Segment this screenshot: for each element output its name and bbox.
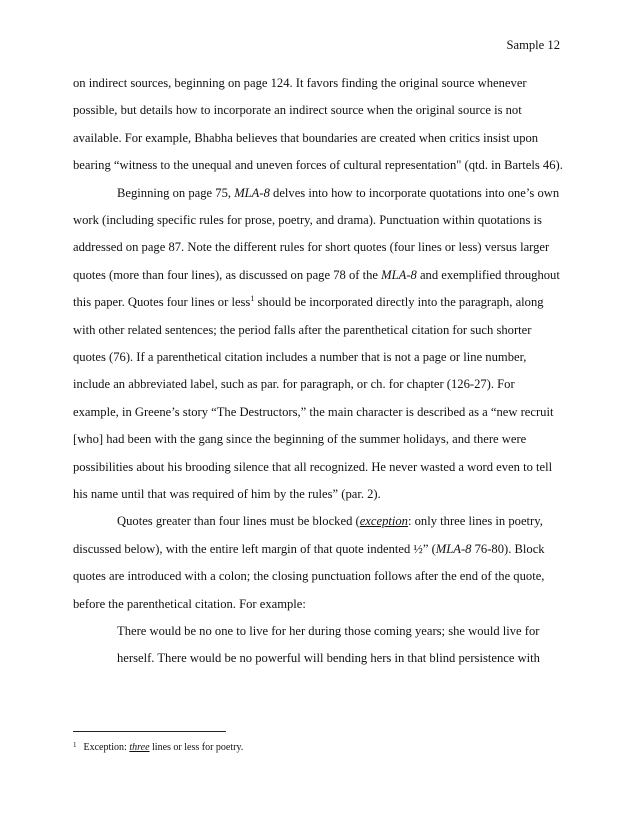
text-line xyxy=(117,650,540,666)
footnote-text xyxy=(84,742,244,753)
text-segment: quotes are introduced with a colon; the closing punctuation follows after the end of the quote, xyxy=(73,569,545,584)
text-line xyxy=(73,239,549,255)
text-segment: available. For example, Bhabha believes that boundaries are created when critics insist upon xyxy=(73,130,539,145)
footnote-reference: 1 xyxy=(250,294,255,304)
text-line xyxy=(73,376,515,392)
text-segment: possibilities about his brooding silence that all recognized. He never wasted a word even to tell xyxy=(73,459,553,474)
text-line xyxy=(73,130,538,146)
text-line xyxy=(73,404,553,420)
text-segment: and exemplified throughout xyxy=(416,267,560,282)
text-segment: Beginning on page 75, xyxy=(117,185,235,200)
text-line xyxy=(73,431,526,447)
text-line xyxy=(117,185,559,201)
footnote-separator xyxy=(73,731,226,732)
text-segment: herself. There would be no powerful will bending hers in that blind persistence with xyxy=(117,651,540,666)
text-segment: [who] had been with the gang since the beginning of the summer holidays, and there were xyxy=(73,432,527,447)
text-segment: with other related sentences; the period falls after the parenthetical citation for such shorter xyxy=(73,322,532,337)
text-segment: discussed below), with the entire left margin of that quote indented ½” ( xyxy=(73,541,436,556)
italic-text: MLA-8 xyxy=(435,541,472,556)
text-line xyxy=(117,623,539,639)
text-line xyxy=(73,212,542,228)
footnote-number: 1 xyxy=(73,741,77,749)
text-line xyxy=(73,541,545,557)
text-line xyxy=(73,568,544,584)
text-line xyxy=(73,267,560,283)
text-segment: Exception: xyxy=(83,742,130,753)
text-segment: addressed on page 87. Note the different rules for short quotes (four lines or less) versus larger xyxy=(73,240,550,255)
text-line xyxy=(73,102,522,118)
text-line xyxy=(73,459,552,475)
text-segment: delves into how to incorporate quotations into one’s own xyxy=(269,185,560,200)
text-segment: possible, but details how to incorporate an indirect source when the original source is not xyxy=(73,103,522,118)
text-segment: before the parenthetical citation. For example: xyxy=(73,596,306,611)
text-segment: work (including specific rules for prose, poetry, and drama). Punctuation within quotations is xyxy=(73,213,542,227)
text-line xyxy=(73,349,526,365)
text-segment: quotes (more than four lines), as discussed on page 78 of the xyxy=(73,267,382,282)
text-line xyxy=(73,294,544,310)
footnote xyxy=(73,739,243,754)
text-segment: : only three lines in poetry, xyxy=(407,514,543,529)
text-segment: his name until that was required of him by the rules” (par. 2). xyxy=(73,487,381,501)
text-line xyxy=(73,596,306,612)
italic-text: MLA-8 xyxy=(381,267,417,282)
italic-text: three xyxy=(129,742,150,753)
text-segment: Quotes greater than four lines must be blocked ( xyxy=(117,514,360,529)
text-segment: There would be no one to live for her during those coming years; she would live for xyxy=(117,624,540,638)
text-segment: example, in Greene’s story “The Destructors,” the main character is described as a “new recruit xyxy=(73,404,554,419)
text-segment: lines or less for poetry. xyxy=(149,742,244,753)
text-segment: quotes (76). If a parenthetical citation includes a number that is not a page or line number, xyxy=(73,350,527,364)
text-segment: 76-80). Block xyxy=(471,541,545,556)
italic-text: exception xyxy=(359,514,408,529)
text-segment: include an abbreviated label, such as par. for paragraph, or ch. for chapter (126-27). For xyxy=(73,377,515,392)
text-segment: this paper. Quotes four lines or less xyxy=(73,295,251,310)
text-line xyxy=(73,486,381,502)
text-line xyxy=(73,322,531,338)
text-line xyxy=(73,75,527,91)
text-line xyxy=(73,157,563,173)
italic-text: MLA-8 xyxy=(234,185,270,200)
text-segment: bearing “witness to the unequal and uneven forces of cultural representation" (qtd. in Bartels 46). xyxy=(73,158,563,173)
text-line xyxy=(117,513,543,529)
text-segment: on indirect sources, beginning on page 124. It favors finding the original source whenever xyxy=(73,76,527,90)
text-segment: should be incorporated directly into the paragraph, along xyxy=(254,295,544,310)
running-head: Sample 12 xyxy=(506,38,560,52)
